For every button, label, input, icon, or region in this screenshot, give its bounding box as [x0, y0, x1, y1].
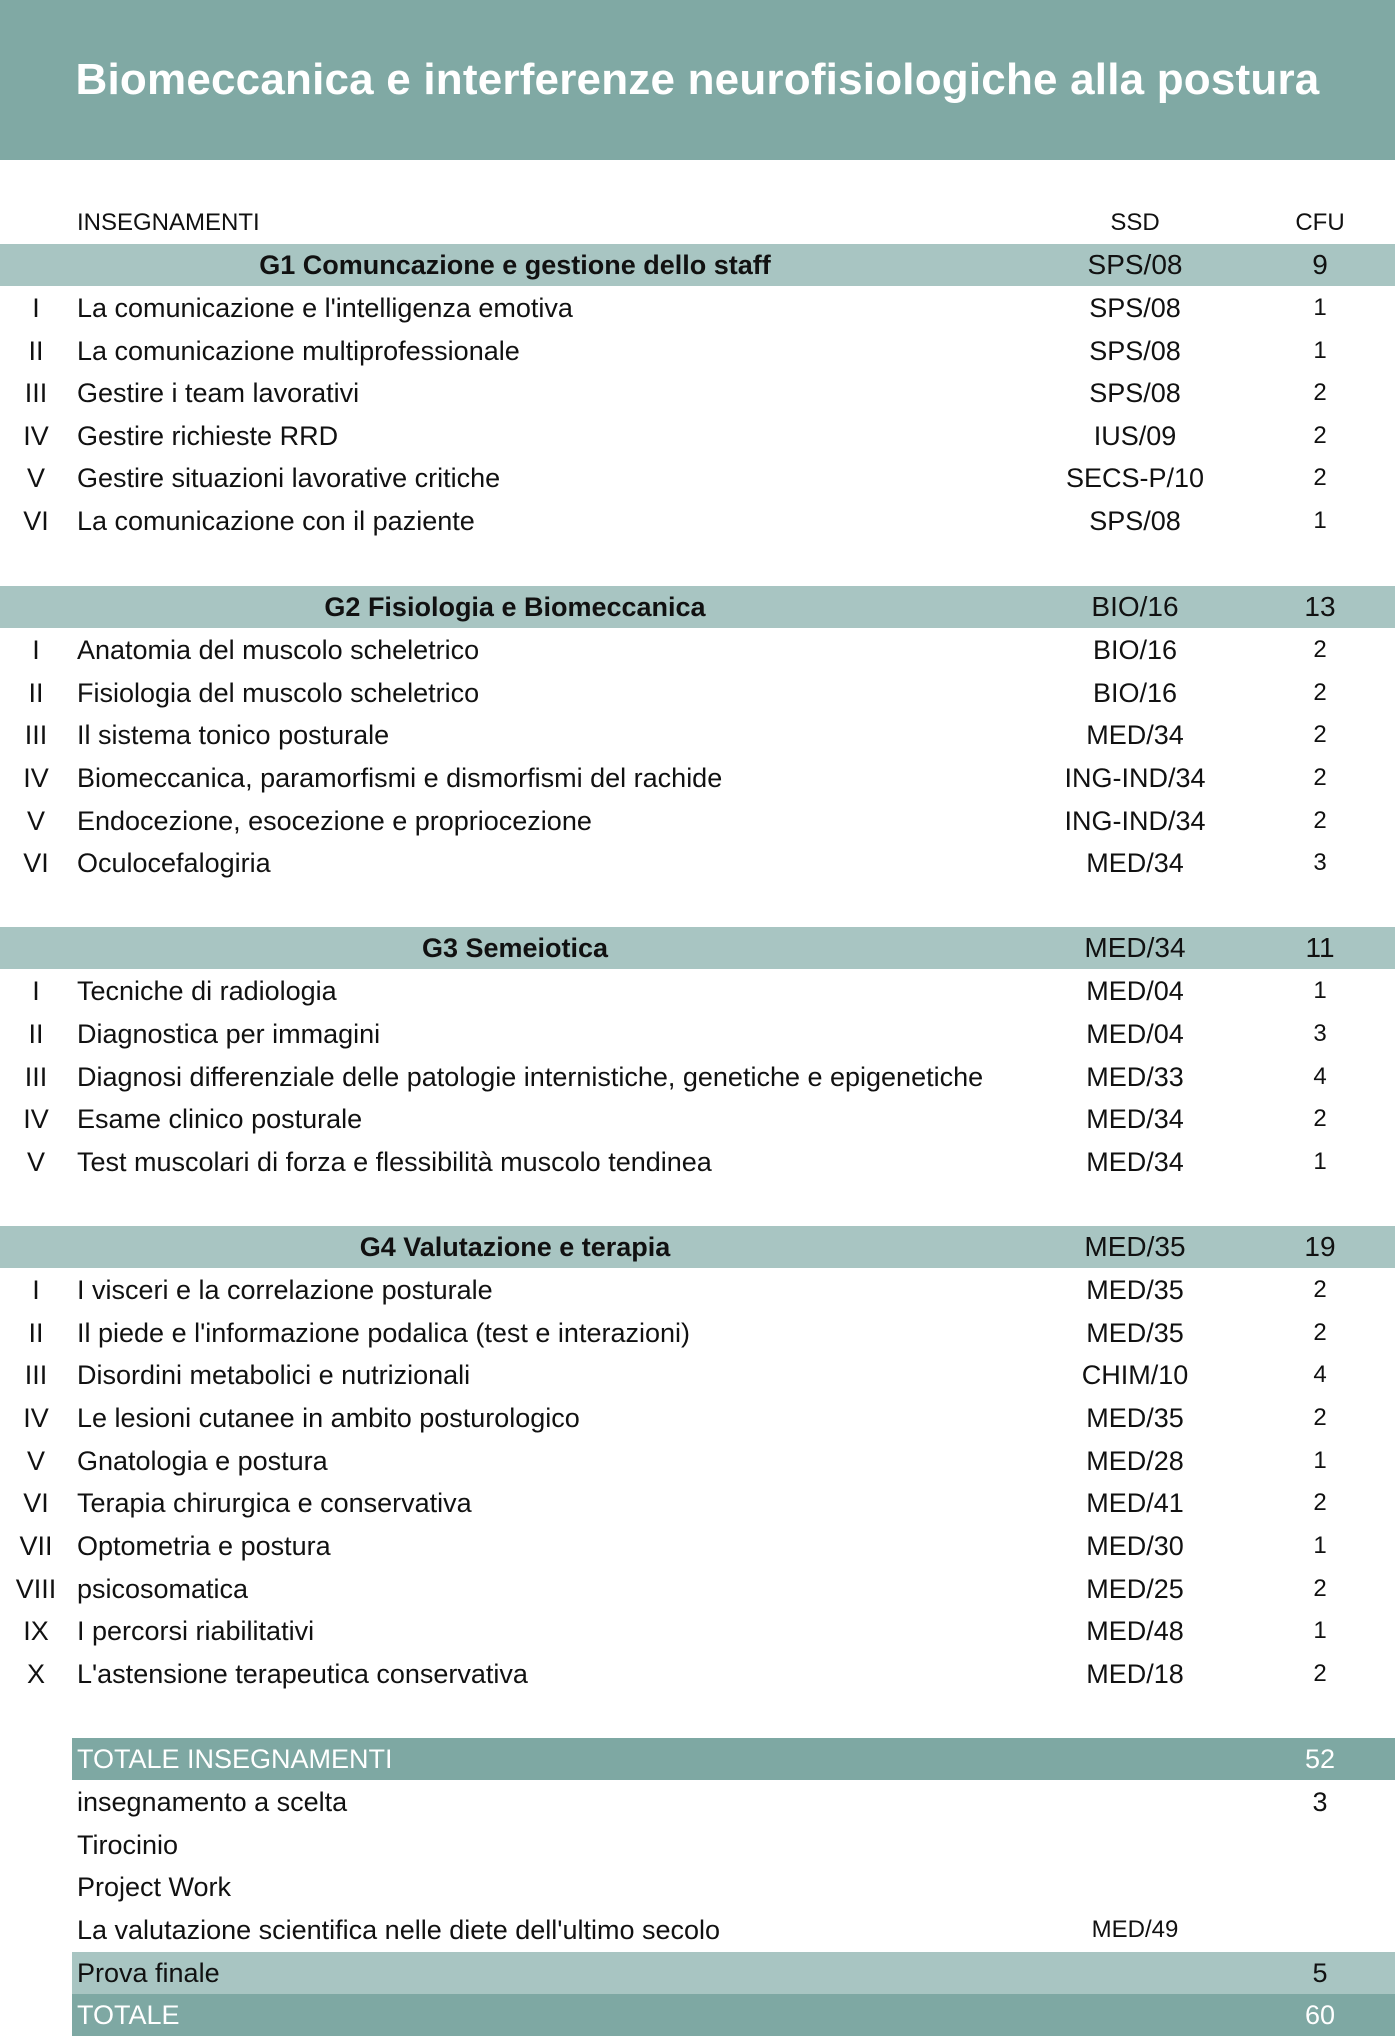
row-ssd: MED/04 — [1086, 976, 1184, 1006]
totale-cfu: 60 — [1304, 2000, 1336, 2030]
row-ssd: MED/34 — [1086, 720, 1184, 750]
row-number: VI — [23, 1488, 49, 1518]
totale-label: TOTALE — [77, 2000, 180, 2030]
row-number: VI — [23, 506, 49, 536]
row-number: II — [28, 678, 44, 708]
row-name: Fisiologia del muscolo scheletrico — [77, 678, 480, 708]
totale-insegnamenti-cfu: 52 — [1304, 1744, 1336, 1774]
row-name: Diagnosi differenziale delle patologie internistiche, genetiche e epigenetiche — [77, 1062, 984, 1092]
row-number: III — [24, 378, 48, 408]
group-header-g1 — [0, 244, 1395, 286]
table-row — [0, 457, 1395, 499]
row-ssd: BIO/16 — [1092, 635, 1178, 665]
row-number: IV — [23, 763, 49, 793]
row-cfu: 1 — [1313, 1447, 1327, 1474]
row-ssd: SPS/08 — [1089, 378, 1181, 408]
table-row — [0, 1098, 1395, 1140]
row-name: Gestire situazioni lavorative critiche — [77, 463, 501, 493]
row-number: IX — [23, 1616, 49, 1646]
row-name: Oculocefalogiria — [77, 848, 271, 878]
row-cfu: 2 — [1313, 636, 1327, 663]
row-ssd: SECS-P/10 — [1065, 463, 1205, 493]
table-row — [0, 970, 1395, 1012]
table-row — [0, 372, 1395, 414]
row-ssd: MED/35 — [1086, 1403, 1184, 1433]
table-row — [0, 330, 1395, 372]
row-number: I — [32, 293, 40, 323]
table-row — [0, 842, 1395, 884]
table-row — [0, 1653, 1395, 1695]
table-row — [0, 757, 1395, 799]
table-row — [0, 1141, 1395, 1183]
row-name: Optometria e postura — [77, 1531, 331, 1561]
row-ssd: SPS/08 — [1089, 336, 1181, 366]
row-number: III — [24, 1062, 48, 1092]
table-row — [0, 1440, 1395, 1482]
row-ssd: BIO/16 — [1092, 678, 1178, 708]
row-cfu: 4 — [1313, 1063, 1327, 1090]
group-header-g4 — [0, 1226, 1395, 1268]
row-name: Diagnostica per immagini — [77, 1019, 381, 1049]
row-number: V — [26, 1446, 45, 1476]
prova-finale-cfu: 5 — [1312, 1958, 1328, 1988]
row-name: Il piede e l'informazione podalica (test e interazioni) — [77, 1318, 690, 1348]
row-ssd: MED/30 — [1086, 1531, 1184, 1561]
row-number: III — [24, 720, 48, 750]
row-ssd: CHIM/10 — [1081, 1360, 1189, 1390]
row-cfu: 2 — [1313, 807, 1327, 834]
table-row — [0, 1013, 1395, 1055]
extra-name: Project Work — [77, 1872, 232, 1902]
totale-row — [72, 1994, 1395, 2036]
row-number: IV — [23, 1104, 49, 1134]
row-name: Tecniche di radiologia — [77, 976, 337, 1006]
row-cfu: 2 — [1313, 764, 1327, 791]
table-row — [0, 1269, 1395, 1311]
row-name: Le lesioni cutanee in ambito posturologico — [77, 1403, 580, 1433]
group-ssd: SPS/08 — [1087, 249, 1183, 280]
table-row — [0, 672, 1395, 714]
table-row — [0, 287, 1395, 329]
row-number: II — [28, 1318, 44, 1348]
row-cfu: 2 — [1313, 464, 1327, 491]
row-name: Endocezione, esocezione e propriocezione — [77, 806, 592, 836]
prova-finale-label: Prova finale — [77, 1958, 220, 1988]
group-cfu: 9 — [1312, 249, 1328, 280]
row-ssd: MED/18 — [1086, 1659, 1184, 1689]
row-ssd: MED/34 — [1086, 1104, 1184, 1134]
row-name: psicosomatica — [77, 1574, 249, 1604]
row-name: Test muscolari di forza e flessibilità muscolo tendinea — [77, 1147, 712, 1177]
totale-insegnamenti-label: TOTALE INSEGNAMENTI — [77, 1744, 393, 1774]
extra-row — [72, 1866, 1395, 1908]
row-cfu: 1 — [1313, 294, 1327, 321]
group-cfu: 11 — [1305, 932, 1335, 963]
table-row — [0, 1312, 1395, 1354]
group-ssd: MED/35 — [1084, 1231, 1186, 1262]
row-ssd: IUS/09 — [1093, 421, 1177, 451]
row-name: Gestire i team lavorativi — [77, 378, 360, 408]
row-name: Esame clinico posturale — [77, 1104, 363, 1134]
table-row — [0, 800, 1395, 842]
row-name: Anatomia del muscolo scheletrico — [77, 635, 480, 665]
row-cfu: 2 — [1313, 1404, 1327, 1431]
row-ssd: MED/35 — [1086, 1318, 1184, 1348]
group-cfu: 19 — [1304, 1231, 1336, 1262]
group-header-g2 — [0, 586, 1395, 628]
row-name: Gnatologia e postura — [77, 1446, 328, 1476]
row-number: I — [32, 976, 40, 1006]
group-header-g3 — [0, 927, 1395, 969]
row-cfu: 2 — [1313, 1276, 1327, 1303]
row-ssd: MED/35 — [1086, 1275, 1184, 1305]
table-row — [0, 629, 1395, 671]
row-number: II — [28, 336, 44, 366]
table-row — [0, 1525, 1395, 1567]
row-cfu: 2 — [1313, 379, 1327, 406]
group-ssd: BIO/16 — [1091, 591, 1179, 622]
row-cfu: 1 — [1313, 1617, 1327, 1644]
row-ssd: MED/41 — [1086, 1488, 1184, 1518]
row-cfu: 2 — [1313, 422, 1327, 449]
table-row — [0, 1056, 1395, 1098]
column-header-ssd: SSD — [1110, 209, 1160, 236]
row-cfu: 3 — [1313, 849, 1327, 876]
table-row — [0, 415, 1395, 457]
row-number: VII — [19, 1531, 53, 1561]
table-row — [0, 1610, 1395, 1652]
table-row — [0, 500, 1395, 542]
row-number: I — [32, 1275, 40, 1305]
extra-row — [72, 1824, 1395, 1866]
extra-row — [72, 1781, 1395, 1823]
row-name: Il sistema tonico posturale — [77, 720, 390, 750]
prova-finale-row — [72, 1952, 1395, 1994]
row-ssd: MED/25 — [1086, 1574, 1184, 1604]
group-title: G3 Semeiotica — [421, 933, 609, 963]
table-row — [0, 1568, 1395, 1610]
row-ssd: MED/28 — [1086, 1446, 1184, 1476]
row-name: La comunicazione multiprofessionale — [77, 336, 520, 366]
row-name: I percorsi riabilitativi — [77, 1616, 315, 1646]
extra-ssd: MED/49 — [1091, 1916, 1179, 1943]
column-header-cfu: CFU — [1295, 209, 1345, 236]
title-band — [0, 0, 1395, 160]
row-cfu: 4 — [1313, 1361, 1327, 1388]
extra-cfu: 3 — [1312, 1787, 1328, 1817]
row-number: X — [26, 1659, 45, 1689]
table-row — [0, 1354, 1395, 1396]
row-number: III — [24, 1360, 48, 1390]
row-ssd: MED/04 — [1086, 1019, 1184, 1049]
row-cfu: 1 — [1313, 977, 1327, 1004]
row-cfu: 2 — [1313, 679, 1327, 706]
row-number: V — [26, 806, 45, 836]
table-row — [0, 714, 1395, 756]
group-ssd: MED/34 — [1084, 932, 1186, 963]
row-name: Terapia chirurgica e conservativa — [77, 1488, 472, 1518]
group-title: G1 Comuncazione e gestione dello staff — [259, 250, 771, 280]
column-header-row — [0, 202, 1395, 244]
row-number: I — [32, 635, 40, 665]
extra-name: insegnamento a scelta — [77, 1787, 348, 1817]
row-ssd: ING-IND/34 — [1064, 806, 1206, 836]
row-cfu: 2 — [1313, 721, 1327, 748]
row-number: IV — [23, 1403, 49, 1433]
totale-insegnamenti-row — [72, 1738, 1395, 1780]
row-name: I visceri e la correlazione posturale — [77, 1275, 493, 1305]
row-name: Biomeccanica, paramorfismi e dismorfismi del rachide — [77, 763, 723, 793]
group-cfu: 13 — [1304, 591, 1336, 622]
row-cfu: 2 — [1313, 1575, 1327, 1602]
row-cfu: 1 — [1313, 1532, 1327, 1559]
row-cfu: 2 — [1313, 1319, 1327, 1346]
row-name: La comunicazione con il paziente — [77, 506, 475, 536]
row-name: Disordini metabolici e nutrizionali — [77, 1360, 471, 1390]
row-cfu: 1 — [1313, 1148, 1327, 1175]
row-ssd: SPS/08 — [1089, 293, 1181, 323]
column-header-insegnamenti: INSEGNAMENTI — [77, 209, 260, 236]
row-ssd: SPS/08 — [1089, 506, 1181, 536]
row-cfu: 2 — [1313, 1660, 1327, 1687]
row-number: IV — [23, 421, 49, 451]
row-cfu: 3 — [1313, 1020, 1327, 1047]
row-ssd: ING-IND/34 — [1064, 763, 1206, 793]
table-row — [0, 1397, 1395, 1439]
row-cfu: 2 — [1313, 1105, 1327, 1132]
row-ssd: MED/48 — [1086, 1616, 1184, 1646]
extra-row — [72, 1909, 1395, 1951]
row-cfu: 1 — [1313, 337, 1327, 364]
page-title: Biomeccanica e interferenze neurofisiologiche alla postura — [75, 55, 1320, 104]
row-ssd: MED/33 — [1086, 1062, 1184, 1092]
row-cfu: 1 — [1313, 507, 1327, 534]
table-row — [0, 1482, 1395, 1524]
row-number: V — [26, 463, 45, 493]
row-ssd: MED/34 — [1086, 1147, 1184, 1177]
row-ssd: MED/34 — [1086, 848, 1184, 878]
extra-name: Tirocinio — [77, 1830, 179, 1860]
row-number: VI — [23, 848, 49, 878]
group-title: G2 Fisiologia e Biomeccanica — [324, 592, 706, 622]
row-name: La comunicazione e l'intelligenza emotiva — [77, 293, 573, 323]
row-number: VIII — [15, 1574, 57, 1604]
row-name: Gestire richieste RRD — [77, 421, 339, 451]
row-number: II — [28, 1019, 44, 1049]
row-number: V — [26, 1147, 45, 1177]
extra-name: La valutazione scientifica nelle diete dell'ultimo secolo — [77, 1915, 721, 1945]
group-title: G4 Valutazione e terapia — [359, 1232, 671, 1262]
row-name: L'astensione terapeutica conservativa — [77, 1659, 528, 1689]
row-cfu: 2 — [1313, 1489, 1327, 1516]
